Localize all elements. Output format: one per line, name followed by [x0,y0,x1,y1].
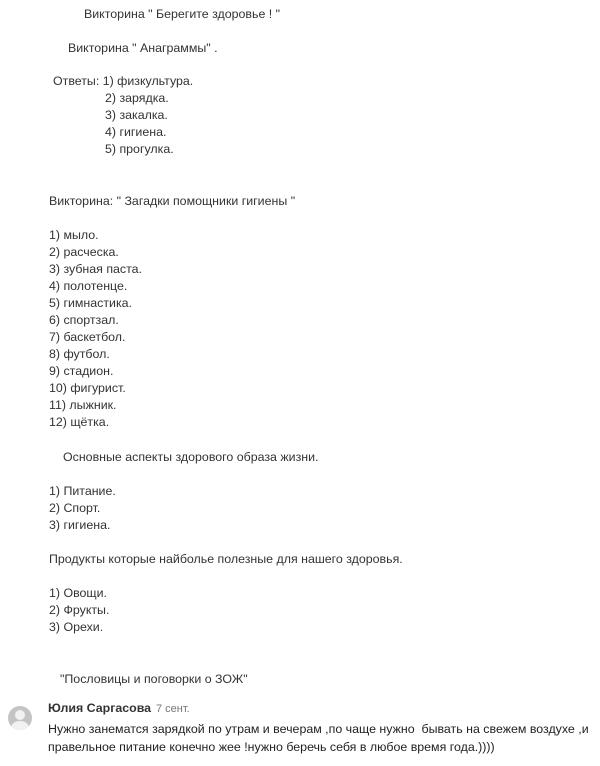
anagram-answer-5: 5) прогулка. [105,142,174,156]
anagram-quiz-title: Викторина " Анаграммы" . [68,41,218,55]
aspect-2: 2) Спорт. [49,501,101,515]
proverbs-title: "Пословицы и поговорки о ЗОЖ" [60,672,248,686]
anagram-answer-1: Ответы: 1) физкультура. [53,74,194,88]
product-1: 1) Овощи. [49,586,107,600]
riddle-answer-9: 9) стадион. [49,364,114,378]
riddle-answer-11: 11) лыжник. [49,398,117,412]
riddles-quiz-title: Викторина: " Загадки помощники гигиены " [49,194,296,208]
anagram-answer-2: 2) зарядка. [105,91,169,105]
anagram-answer-3: 3) закалка. [105,108,168,122]
aspect-3: 3) гигиена. [49,518,111,532]
avatar[interactable] [8,706,32,730]
comment-author[interactable]: Юлия Саргасова [48,701,152,715]
products-title: Продукты которые найболье полезные для нашего здоровья. [49,552,403,566]
product-2: 2) Фрукты. [49,603,110,617]
anagram-answer-4: 4) гигиена. [105,125,167,139]
riddle-answer-1: 1) мыло. [49,228,99,242]
riddle-answer-3: 3) зубная паста. [49,262,142,276]
comment-text-line-2: правельное питание конечно жее !нужно беречь себя в любое время года.)))) [48,740,495,754]
riddle-answer-8: 8) футбол. [49,347,110,361]
riddle-answer-2: 2) расческа. [49,245,119,259]
riddle-answer-6: 6) спортзал. [49,313,119,327]
riddle-answer-5: 5) гимнастика. [49,296,132,310]
avatar-head-shape [15,710,25,720]
comment [0,696,600,766]
quiz-title: Викторина " Берегите здоровье ! " [84,7,281,21]
riddle-answer-7: 7) баскетбол. [49,330,126,344]
product-3: 3) Орехи. [49,620,104,634]
comment-date[interactable]: 7 сент. [156,703,190,715]
avatar-shoulders-shape [11,721,29,730]
riddle-answer-10: 10) фигурист. [49,381,126,395]
comment-text-line-1: Нужно занематся зарядкой по утрам и вечерам ,по чаще нужно бывать на свежем воздухе ,и [48,722,589,736]
aspects-title: Основные аспекты здорового образа жизни. [63,450,319,464]
aspect-1: 1) Питание. [49,484,116,498]
riddle-answer-12: 12) щётка. [49,415,110,429]
riddle-answer-4: 4) полотенце. [49,279,128,293]
